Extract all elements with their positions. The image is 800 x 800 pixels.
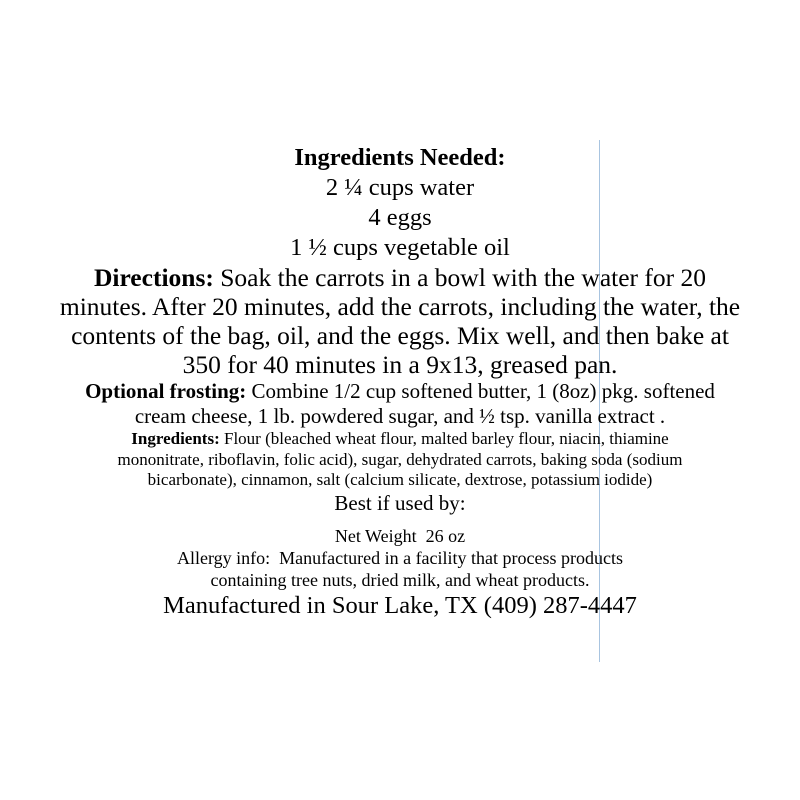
frosting-label: Optional frosting: — [85, 379, 247, 403]
ingredient-list-label: Ingredients: — [131, 429, 220, 448]
best-by: Best if used by: — [334, 490, 466, 515]
net-weight: Net Weight 26 oz — [334, 525, 466, 546]
frosting-line: Optional frosting: Combine 1/2 cup softened butter, 1 (8oz) pkg. softened — [85, 379, 715, 403]
directions-line: 350 for 40 minutes in a 9x13, greased pan. — [182, 350, 618, 379]
ingredient-item: 4 eggs — [368, 204, 432, 231]
allergy-line: containing tree nuts, dried milk, and wheat products. — [210, 569, 590, 590]
ingredient-item: 2 ¼ cups water — [325, 174, 475, 201]
ingredient-list-line: Ingredients: Flour (bleached wheat flour, malted barley flour, niacin, thiamine — [131, 429, 669, 448]
ingredients-needed-heading: Ingredients Needed: — [294, 144, 506, 171]
ingredient-list-line: bicarbonate), cinnamon, salt (calcium silicate, dextrose, potassium iodide) — [147, 470, 653, 489]
frosting-line: cream cheese, 1 lb. powdered sugar, and ½ tsp. vanilla extract . — [134, 404, 666, 428]
manufacturer: Manufactured in Sour Lake, TX (409) 287-4447 — [163, 591, 637, 619]
recipe-label — [0, 143, 800, 621]
directions-line: Directions: Soak the carrots in a bowl with the water for 20 — [93, 263, 707, 292]
directions-line: contents of the bag, oil, and the eggs. Mix well, and then bake at — [71, 321, 729, 350]
allergy-line: Allergy info: Manufactured in a facility that process products — [176, 547, 624, 568]
directions-line: minutes. After 20 minutes, add the carrots, including the water, the — [59, 292, 741, 321]
ingredient-list-line: mononitrate, riboflavin, folic acid), sugar, dehydrated carrots, baking soda (sodium — [117, 449, 683, 469]
directions-label: Directions: — [93, 263, 214, 292]
ingredient-item: 1 ½ cups vegetable oil — [290, 234, 510, 261]
